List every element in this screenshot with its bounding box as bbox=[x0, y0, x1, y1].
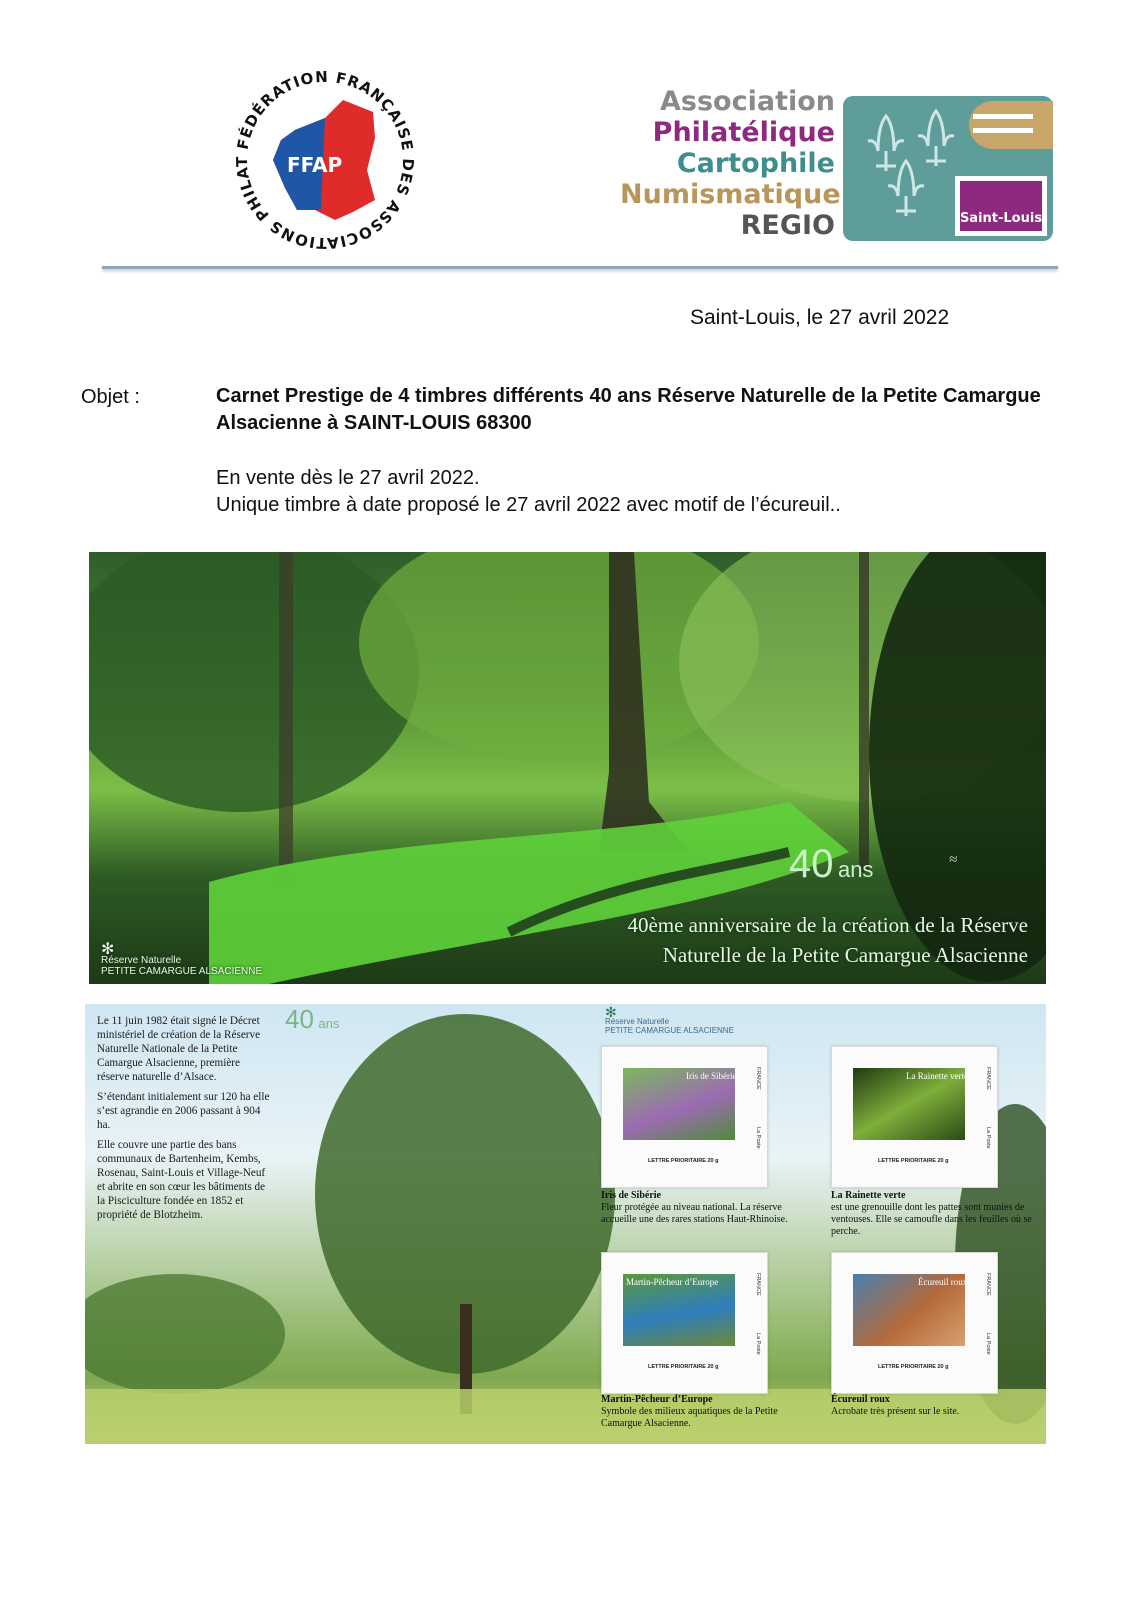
cover-caption bbox=[627, 910, 1028, 970]
history-paragraph-3: Elle couvre une partie des bans communaux de Bartenheim, Kembs, Rosenau, Saint-Louis et Village-Neuf et abrite en son cœur les bâtiments de la Pisciculture fondée en 1852 et propriété de Blotzheim. bbox=[97, 1139, 266, 1221]
history-paragraph-2: S’étendant initialement sur 120 ha elle s’est agrandie en 2006 passant à 904 ha. bbox=[97, 1091, 270, 1131]
stamp-martin-pecheur-france: FRANCE bbox=[755, 1273, 761, 1296]
stamp-ecureuil-laposte: La Poste bbox=[985, 1333, 991, 1355]
stamp-martin-pecheur-title: Martin-Pêcheur d’Europe bbox=[601, 1394, 713, 1405]
inside-40-unit: ans bbox=[318, 1016, 340, 1031]
ffap-mark: FFAP bbox=[287, 153, 343, 177]
inside-40-number: 40 bbox=[285, 1004, 314, 1034]
stamp-rainette-laposte: La Poste bbox=[985, 1127, 991, 1149]
inside-logo-bottom: PETITE CAMARGUE ALSACIENNE bbox=[605, 1026, 734, 1035]
cover-caption-line-1: 40ème anniversaire de la création de la Réserve bbox=[627, 913, 1028, 937]
stamp-ecureuil-lettre: LETTRE PRIORITAIRE 20 g bbox=[878, 1364, 949, 1370]
sale-line-2: Unique timbre à date proposé le 27 avril 2022 avec motif de l’écureuil.. bbox=[216, 494, 841, 516]
cover-40-number: 40 bbox=[789, 842, 834, 886]
reserve-logo-icon-small: ✻ bbox=[605, 1004, 617, 1020]
stamp-iris-desc: Fleur protégée au niveau national. La réserve accueille une des rares stations Haut-Rhinoise. bbox=[601, 1202, 788, 1225]
apcn-line-regio: REGIO bbox=[740, 210, 835, 241]
stamp-rainette-lettre: LETTRE PRIORITAIRE 20 g bbox=[878, 1158, 949, 1164]
inside-40-ans bbox=[285, 1004, 339, 1035]
apcn-logo-text bbox=[620, 86, 841, 241]
sale-line-1: En vente dès le 27 avril 2022. bbox=[216, 467, 480, 489]
stamp-martin-pecheur bbox=[601, 1252, 768, 1394]
cover-reserve-logo bbox=[101, 941, 263, 977]
apcn-line-philatelique: Philatélique bbox=[652, 117, 835, 148]
booklet-cover-photo bbox=[89, 552, 1046, 984]
cover-40-unit: ans bbox=[837, 857, 874, 882]
cover-40-ans bbox=[789, 842, 873, 887]
apcn-line-association: Association bbox=[660, 86, 835, 117]
apcn-line-cartophile: Cartophile bbox=[676, 148, 835, 179]
sale-info bbox=[216, 465, 841, 519]
history-paragraph-1: Le 11 juin 1982 était signé le Décret ministériel de création de la Réserve Naturelle Nationale de la Petite Camargue Alsacienne, première réserve naturelle d’Alsace. bbox=[97, 1015, 261, 1083]
history-text bbox=[97, 1014, 275, 1228]
stamp-iris-name: Iris de Sibérie bbox=[686, 1071, 737, 1081]
cover-logo-bottom: PETITE CAMARGUE ALSACIENNE bbox=[101, 966, 263, 977]
stamp-rainette bbox=[831, 1046, 998, 1188]
ffap-ring-text: FÉDÉRATION FRANÇAISE DES ASSOCIATIONS PHILAT bbox=[232, 67, 418, 253]
cover-caption-line-2: Naturelle de la Petite Camargue Alsacienne bbox=[662, 943, 1028, 967]
stamp-ecureuil-name: Écureuil roux bbox=[918, 1277, 968, 1287]
fleur-de-lis-icon bbox=[868, 111, 954, 216]
stamp-ecureuil-desc: Acrobate très présent sur le site. bbox=[831, 1406, 960, 1417]
cover-logo-top: Réserve Naturelle bbox=[101, 955, 182, 966]
reserve-logo-icon: ✻ bbox=[101, 941, 115, 958]
stamp-iris-title: Iris de Sibérie bbox=[601, 1190, 661, 1201]
object-label: Objet : bbox=[81, 386, 140, 408]
apcn-line-numismatique: Numismatique bbox=[620, 179, 841, 210]
inside-logo-top: Réserve Naturelle bbox=[605, 1017, 670, 1026]
stamp-iris bbox=[601, 1046, 768, 1188]
apcn-badge-text: Saint-Louis bbox=[959, 211, 1043, 226]
stamp-iris-lettre: LETTRE PRIORITAIRE 20 g bbox=[648, 1158, 719, 1164]
stamp-rainette-title: La Rainette verte bbox=[831, 1190, 906, 1201]
object-text: Carnet Prestige de 4 timbres différents 40 ans Réserve Naturelle de la Petite Camargue Alsacienne à SAINT-LOUIS 68300 bbox=[216, 385, 1041, 434]
stamp-martin-pecheur-name: Martin-Pêcheur d’Europe bbox=[626, 1277, 719, 1287]
petite-camargue-logo: ≈ bbox=[949, 852, 958, 868]
header-divider bbox=[102, 266, 1058, 269]
stamp-iris-laposte: La Poste bbox=[755, 1127, 761, 1149]
stamp-rainette-desc: est une grenouille dont les pattes sont munies de ventouses. Elle se camoufle dans les feuilles où se perche. bbox=[831, 1202, 1032, 1237]
stamp-rainette-france: FRANCE bbox=[985, 1067, 991, 1090]
apcn-logo-emblem bbox=[843, 96, 1053, 241]
stamp-ecureuil-title: Écureuil roux bbox=[831, 1394, 890, 1405]
inside-reserve-logo bbox=[605, 1004, 734, 1035]
stamp-iris-france: FRANCE bbox=[755, 1067, 761, 1090]
stamp-ecureuil-france: FRANCE bbox=[985, 1273, 991, 1296]
place-date: Saint-Louis, le 27 avril 2022 bbox=[690, 306, 950, 329]
stamp-martin-pecheur-lettre: LETTRE PRIORITAIRE 20 g bbox=[648, 1364, 719, 1370]
booklet-inside bbox=[85, 1004, 1046, 1444]
stamp-ecureuil bbox=[831, 1252, 998, 1394]
stamp-martin-pecheur-laposte: La Poste bbox=[755, 1333, 761, 1355]
stamp-rainette-name: La Rainette verte bbox=[906, 1071, 968, 1081]
stamp-martin-pecheur-desc: Symbole des milieux aquatiques de la Petite Camargue Alsacienne. bbox=[601, 1406, 778, 1429]
ffap-logo bbox=[225, 60, 425, 260]
